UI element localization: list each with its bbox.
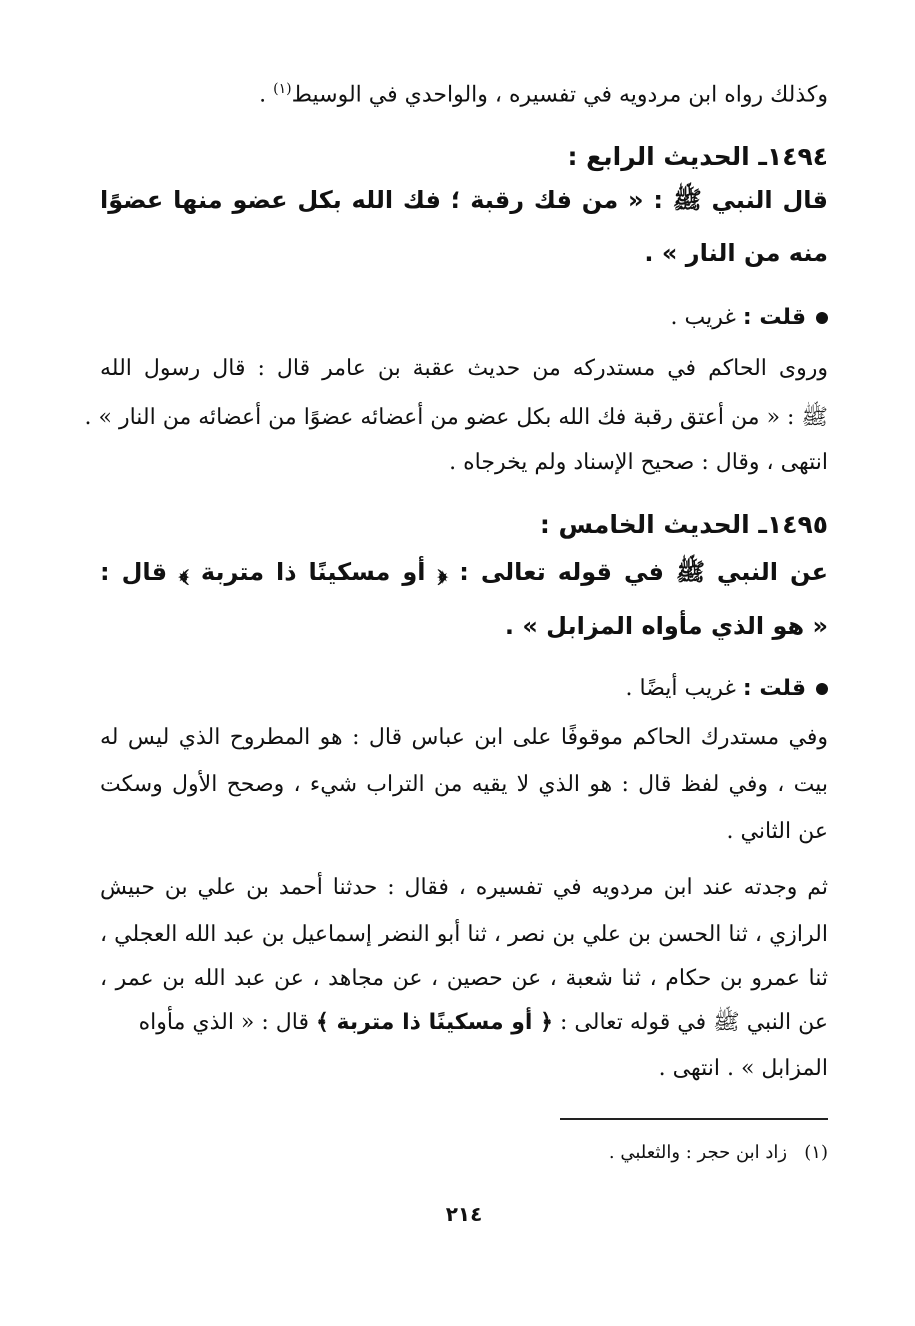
footnote-mark: (١): [804, 1142, 828, 1163]
intro-text: وكذلك رواه ابن مردويه في تفسيره ، والواحدي في الوسيط: [291, 82, 828, 108]
para-1494-line: ﷺ : « من أعتق رقبة فك الله بكل عضو من أعضائه عضوًا من أعضائه من النار » .: [84, 405, 828, 430]
para-1495a-line: عن الثاني .: [726, 819, 828, 844]
intro-line: [100, 74, 828, 110]
hadith-1494-heading: ١٤٩٤ـ الحديث الرابع :: [567, 142, 828, 171]
bullet-icon: [816, 683, 828, 695]
footnote: [100, 1138, 828, 1168]
para-1495a-line: وفي مستدرك الحاكم موقوفًا على ابن عباس قال : هو المطروح الذي ليس له: [100, 725, 828, 750]
para-1495b-line: المزابل » . انتهى .: [658, 1056, 828, 1081]
hadith-1494-text-line: قال النبي ﷺ : « من فك رقبة ؛ فك الله بكل عضو منها عضوًا: [100, 186, 828, 214]
qult-label: قلت :: [742, 676, 806, 701]
qult-2: [100, 674, 828, 704]
para-1494-line: وروى الحاكم في مستدركه من حديث عقبة بن عامر قال : قال رسول الله: [100, 356, 828, 381]
para-1494-line: انتهى ، وقال : صحيح الإسناد ولم يخرجاه .: [449, 450, 828, 475]
qult-label: قلت :: [742, 305, 806, 330]
footnote-divider: [560, 1118, 828, 1120]
para-1495b-line: ثنا عمرو بن حكام ، ثنا شعبة ، عن حصين ، عن مجاهد ، عن عبد الله بن عمر ،: [100, 966, 828, 991]
qult-1: [100, 303, 828, 333]
page-number: ٢١٤: [445, 1202, 483, 1226]
intro-end: .: [259, 82, 274, 108]
quran-quote: ﴿ أو مسكينًا ذا متربة ﴾: [315, 1010, 554, 1035]
hadith-1495-text-line: عن النبي ﷺ في قوله تعالى : ﴿ أو مسكينًا ذا متربة ﴾ قال :: [100, 558, 828, 586]
hadith-1495-text-line: « هو الذي مأواه المزابل » .: [504, 612, 828, 640]
footnote-reference[interactable]: (١): [273, 81, 292, 97]
para-1495a-line: بيت ، وفي لفظ قال : هو الذي لا يقيه من التراب شيء ، وصحح الأول وسكت: [100, 772, 828, 797]
qult-text: غريب أيضًا .: [625, 676, 743, 701]
document-page: [84, 0, 828, 1326]
para-1495b-line: ثم وجدته عند ابن مردويه في تفسيره ، فقال : حدثنا أحمد بن علي بن حبيش: [100, 875, 828, 900]
para-1495b-line: [100, 1008, 828, 1038]
hadith-1494-text-line: منه من النار » .: [644, 239, 828, 267]
qult-text: غريب .: [670, 305, 743, 330]
para-text: عن النبي ﷺ في قوله تعالى :: [553, 1010, 828, 1035]
bullet-icon: [816, 312, 828, 324]
footnote-text: زاد ابن حجر : والثعلبي .: [608, 1142, 788, 1163]
hadith-1495-heading: ١٤٩٥ـ الحديث الخامس :: [539, 510, 828, 539]
para-1495b-line: الرازي ، ثنا الحسن بن علي بن نصر ، ثنا أبو النضر إسماعيل بن عبد الله العجلي ،: [100, 922, 828, 947]
para-text: قال : « الذي مأواه: [138, 1010, 316, 1035]
